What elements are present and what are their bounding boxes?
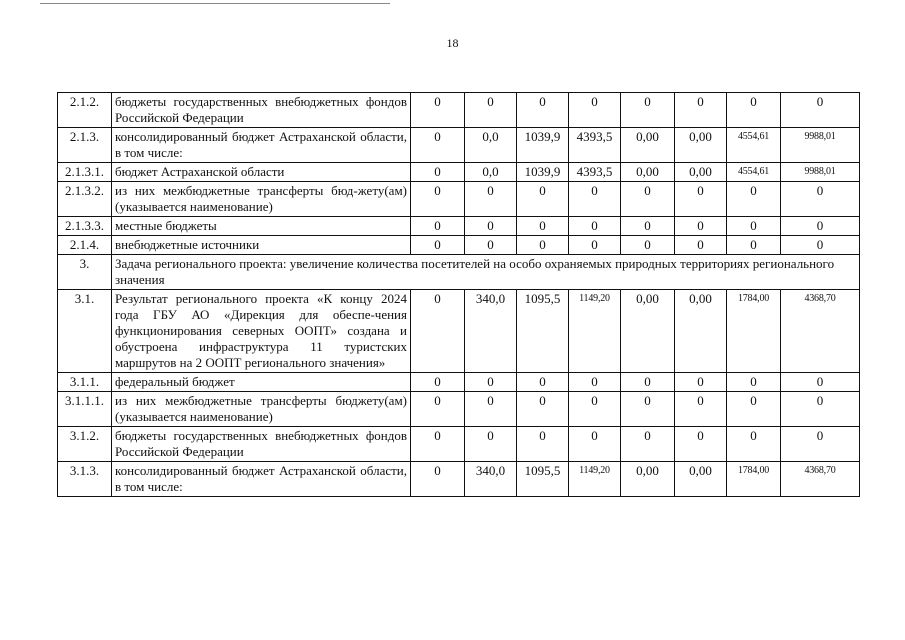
value-cell: 0 (465, 392, 517, 427)
value-cell: 0 (411, 128, 465, 163)
table-row (58, 462, 860, 497)
value-cell: 0 (675, 392, 727, 427)
row-code: 2.1.2. (58, 93, 112, 128)
value-cell: 0 (411, 373, 465, 392)
value-cell: 1149,20 (569, 290, 621, 373)
value-cell: 0 (727, 427, 781, 462)
table-row (58, 427, 860, 462)
value-cell: 0 (675, 373, 727, 392)
value-cell: 1784,00 (727, 290, 781, 373)
value-cell: 0 (621, 93, 675, 128)
row-label: консолидированный бюджет Астраханской области, в том числе: (112, 462, 411, 497)
value-cell: 0,00 (621, 290, 675, 373)
value-cell: 0 (781, 373, 860, 392)
value-cell: 0 (411, 236, 465, 255)
value-cell: 0 (621, 182, 675, 217)
value-cell: 0 (569, 93, 621, 128)
value-cell: 0 (621, 236, 675, 255)
row-label: консолидированный бюджет Астраханской области, в том числе: (112, 128, 411, 163)
value-cell: 0 (517, 217, 569, 236)
value-cell: 0 (621, 373, 675, 392)
value-cell: 0,00 (675, 128, 727, 163)
value-cell: 0 (517, 373, 569, 392)
value-cell: 9988,01 (781, 128, 860, 163)
table-row (58, 93, 860, 128)
value-cell: 0,00 (621, 128, 675, 163)
table-row (58, 182, 860, 217)
value-cell: 0 (465, 182, 517, 217)
value-cell: 0 (781, 236, 860, 255)
value-cell: 0 (465, 217, 517, 236)
value-cell: 0 (411, 217, 465, 236)
value-cell: 0 (411, 392, 465, 427)
row-code: 3.1.1. (58, 373, 112, 392)
value-cell: 0 (411, 427, 465, 462)
row-code: 3.1.1.1. (58, 392, 112, 427)
section-heading: Задача регионального проекта: увеличение количества посетителей на особо охраняемых природных территориях регионального значения (112, 255, 860, 290)
value-cell: 0 (517, 427, 569, 462)
value-cell: 0 (517, 236, 569, 255)
value-cell: 1039,9 (517, 128, 569, 163)
value-cell: 4554,61 (727, 163, 781, 182)
value-cell: 0 (675, 93, 727, 128)
value-cell: 0 (727, 392, 781, 427)
value-cell: 340,0 (465, 462, 517, 497)
value-cell: 0,00 (675, 290, 727, 373)
value-cell: 0 (781, 427, 860, 462)
table-body (58, 93, 860, 497)
row-label: местные бюджеты (112, 217, 411, 236)
value-cell: 0,0 (465, 163, 517, 182)
value-cell: 4554,61 (727, 128, 781, 163)
row-label: из них межбюджетные трансферты бюджету(ам) (указывается наименование) (112, 392, 411, 427)
value-cell: 0 (465, 427, 517, 462)
value-cell: 0 (411, 93, 465, 128)
value-cell: 1095,5 (517, 462, 569, 497)
row-code: 2.1.4. (58, 236, 112, 255)
value-cell: 0 (621, 427, 675, 462)
row-code: 2.1.3. (58, 128, 112, 163)
row-code: 3.1.3. (58, 462, 112, 497)
row-code: 3. (58, 255, 112, 290)
row-label: бюджет Астраханской области (112, 163, 411, 182)
value-cell: 1095,5 (517, 290, 569, 373)
value-cell: 0,00 (621, 163, 675, 182)
row-code: 2.1.3.1. (58, 163, 112, 182)
table-row (58, 373, 860, 392)
value-cell: 4368,70 (781, 462, 860, 497)
row-code: 2.1.3.2. (58, 182, 112, 217)
row-code: 3.1. (58, 290, 112, 373)
value-cell: 0 (411, 290, 465, 373)
value-cell: 0 (517, 93, 569, 128)
value-cell: 0,00 (675, 462, 727, 497)
value-cell: 0 (675, 236, 727, 255)
value-cell: 4368,70 (781, 290, 860, 373)
value-cell: 0 (517, 182, 569, 217)
value-cell: 0 (781, 217, 860, 236)
value-cell: 9988,01 (781, 163, 860, 182)
table-row (58, 217, 860, 236)
value-cell: 0,00 (675, 163, 727, 182)
value-cell: 0 (569, 392, 621, 427)
value-cell: 0 (569, 373, 621, 392)
table-row (58, 290, 860, 373)
row-label: бюджеты государственных внебюджетных фондов Российской Федерации (112, 427, 411, 462)
value-cell: 0 (465, 236, 517, 255)
value-cell: 0 (465, 373, 517, 392)
value-cell: 0 (781, 182, 860, 217)
value-cell: 0,0 (465, 128, 517, 163)
table-row (58, 255, 860, 290)
row-label: бюджеты государственных внебюджетных фондов Российской Федерации (112, 93, 411, 128)
value-cell: 0 (569, 182, 621, 217)
row-label: Результат регионального проекта «К концу 2024 года ГБУ АО «Дирекция для обеспе-чения функционирования северных ООПТ» создана и обустроена инфраструктура 11 туристских маршрутов на 2 ООПТ регионального значения» (112, 290, 411, 373)
row-code: 2.1.3.3. (58, 217, 112, 236)
value-cell: 0 (569, 217, 621, 236)
value-cell: 0 (621, 392, 675, 427)
value-cell: 0 (675, 182, 727, 217)
top-rule (40, 3, 390, 4)
page-number: 18 (446, 36, 459, 50)
table-row (58, 236, 860, 255)
value-cell: 0 (465, 93, 517, 128)
value-cell: 0 (411, 462, 465, 497)
value-cell: 340,0 (465, 290, 517, 373)
value-cell: 0 (621, 217, 675, 236)
value-cell: 0 (675, 217, 727, 236)
table-row (58, 392, 860, 427)
value-cell: 0 (781, 93, 860, 128)
value-cell: 4393,5 (569, 163, 621, 182)
value-cell: 0,00 (621, 462, 675, 497)
value-cell: 0 (727, 93, 781, 128)
row-label: из них межбюджетные трансферты бюд-жету(ам) (указывается наименование) (112, 182, 411, 217)
row-label: федеральный бюджет (112, 373, 411, 392)
row-code: 3.1.2. (58, 427, 112, 462)
value-cell: 0 (675, 427, 727, 462)
value-cell: 0 (727, 182, 781, 217)
value-cell: 0 (727, 217, 781, 236)
row-label: внебюджетные источники (112, 236, 411, 255)
value-cell: 0 (569, 236, 621, 255)
value-cell: 0 (781, 392, 860, 427)
value-cell: 0 (411, 163, 465, 182)
value-cell: 0 (517, 392, 569, 427)
table-row (58, 128, 860, 163)
value-cell: 0 (727, 373, 781, 392)
budget-table (57, 92, 860, 497)
table-row (58, 163, 860, 182)
value-cell: 0 (411, 182, 465, 217)
value-cell: 4393,5 (569, 128, 621, 163)
value-cell: 1149,20 (569, 462, 621, 497)
value-cell: 1784,00 (727, 462, 781, 497)
value-cell: 0 (727, 236, 781, 255)
value-cell: 1039,9 (517, 163, 569, 182)
value-cell: 0 (569, 427, 621, 462)
